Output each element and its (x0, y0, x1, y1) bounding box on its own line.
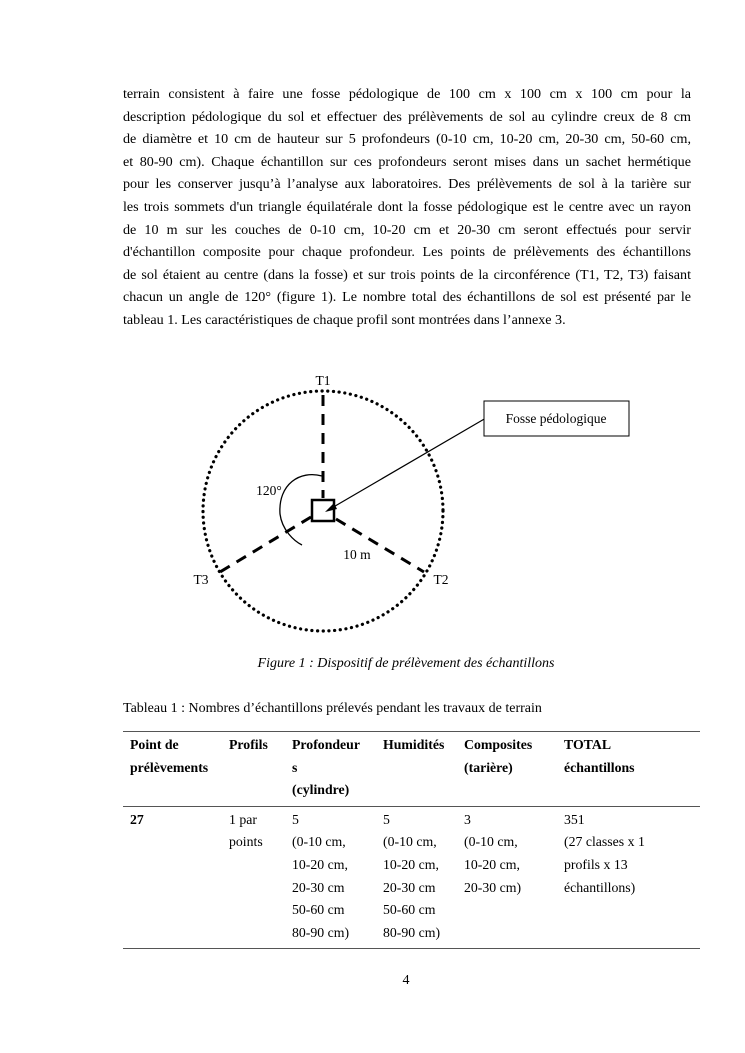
pointer-line (330, 418, 486, 509)
header-cell: Profils (229, 737, 268, 752)
samples-table (123, 731, 700, 949)
body-line: de diamètre et 10 cm de hauteur sur 5 profondeurs (0-10 cm, 10-20 cm, 20-30 cm, 50-60 cm, (123, 131, 691, 148)
table-cell: 27 (130, 811, 144, 827)
table-title: Tableau 1 : Nombres d’échantillons prélevés pendant les travaux de terrain (123, 701, 542, 716)
pit-label: Fosse pédologique (505, 411, 607, 426)
body-line: terrain consistent à faire une fosse pédologique de 100 cm x 100 cm x 100 cm pour la (123, 86, 691, 102)
body-line: et 80-90 cm). Chaque échantillon sur ces profondeurs seront mises dans un sachet hermétique (123, 153, 691, 170)
header-cell: Point de prélèvements (130, 737, 209, 775)
table-cell: 5 (0-10 cm, 10-20 cm, 20-30 cm 50-60 cm 80-90 cm) (292, 811, 350, 940)
body-line: tableau 1. Les caractéristiques de chaque profil sont montrées dans l’annexe 3. (123, 311, 566, 328)
label-t2: T2 (433, 572, 449, 587)
header-cell: TOTAL échantillons (564, 737, 635, 775)
table-cell: 5 (0-10 cm, 10-20 cm, 20-30 cm 50-60 cm 80-90 cm) (383, 811, 441, 940)
body-line: description pédologique du sol et effectuer des prélèvements de sol au cylindre creux de 8 cm (123, 108, 691, 125)
header-cell: Profondeur s (cylindre) (292, 737, 360, 798)
figure-caption: Figure 1 : Dispositif de prélèvement des échantillons (257, 656, 555, 671)
table-cell: 1 par points (229, 811, 263, 850)
header-cell: Composites (tarière) (464, 737, 533, 775)
radius-t3 (220, 517, 311, 572)
body-line: de 10 m sur les couches de 0-10 cm, 10-20 cm et 20-30 cm seront effectués pour servir (123, 221, 691, 238)
body-line: pour les conserver jusqu’à l’analyse aux laboratoires. Des prélèvements de sol à la tarière sur (123, 176, 691, 193)
page-number: 4 (402, 973, 410, 988)
table-row (123, 806, 700, 949)
table-cell: 3 (0-10 cm, 10-20 cm, 20-30 cm) (464, 811, 522, 895)
header-cell: Humidités (383, 737, 445, 752)
body-line: de sol étaient au centre (dans la fosse) et sur trois points de la circonférence (T1, T2, T3) faisant (123, 266, 691, 283)
label-t3: T3 (193, 572, 209, 587)
table-cell: 351 (27 classes x 1 profils x 13 échantillons) (564, 811, 645, 895)
body-line: les trois sommets d'un triangle équilatérale dont la fosse pédologique est le centre avec un rayon (123, 198, 691, 215)
label-angle: 120° (256, 483, 282, 498)
radius-t2 (336, 519, 424, 572)
body-line: chacun un angle de 120° (figure 1). Le nombre total des échantillons de sol est présenté par le (123, 289, 691, 306)
label-t1: T1 (315, 373, 331, 388)
body-line: d'échantillon composite pour chaque profondeur. Les points de prélèvements des échantillons (123, 244, 691, 261)
table-header-row (123, 732, 700, 807)
label-radius: 10 m (343, 547, 371, 562)
